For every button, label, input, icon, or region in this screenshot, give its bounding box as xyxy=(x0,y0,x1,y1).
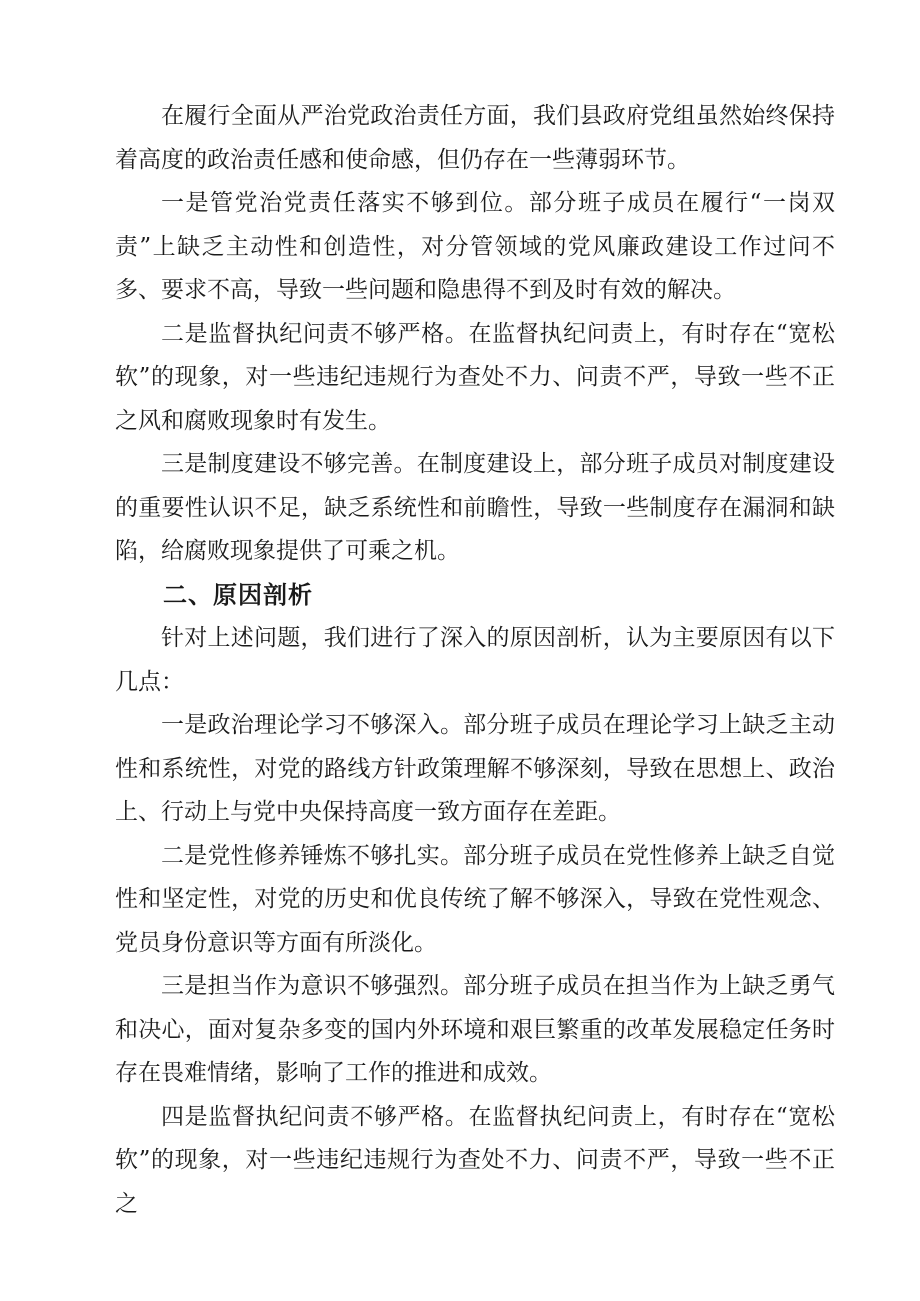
document-body xyxy=(115,95,835,1226)
cause-paragraph-4: 四是监督执纪问责不够严格。在监督执纪问责上，有时存在“宽松软”的现象，对一些违纪违规行为查处不力、问责不严，导致一些不正之 xyxy=(115,1103,835,1217)
cause-paragraph-3: 三是担当作为意识不够强烈。部分班子成员在担当作为上缺乏勇气和决心，面对复杂多变的国内外环境和艰巨繁重的改革发展稳定任务时存在畏难情绪，影响了工作的推进和成效。 xyxy=(115,973,835,1086)
analysis-intro-paragraph: 针对上述问题，我们进行了深入的原因剖析，认为主要原因有以下几点： xyxy=(115,625,835,695)
issue-paragraph-1: 一是管党治党责任落实不够到位。部分班子成员在履行“一岗双责”上缺乏主动性和创造性，对分管领域的党风廉政建设工作过问不多、要求不高，导致一些问题和隐患得不到及时有效的解决。 xyxy=(115,190,835,303)
issue-paragraph-3: 三是制度建设不够完善。在制度建设上，部分班子成员对制度建设的重要性认识不足，缺乏系统性和前瞻性，导致一些制度存在漏洞和缺陷，给腐败现象提供了可乘之机。 xyxy=(115,451,835,564)
intro-paragraph: 在履行全面从严治党政治责任方面，我们县政府党组虽然始终保持着高度的政治责任感和使命感，但仍存在一些薄弱环节。 xyxy=(115,103,835,173)
issue-paragraph-2: 二是监督执纪问责不够严格。在监督执纪问责上，有时存在“宽松软”的现象，对一些违纪违规行为查处不力、问责不严，导致一些不正之风和腐败现象时有发生。 xyxy=(115,320,835,434)
cause-paragraph-1: 一是政治理论学习不够深入。部分班子成员在理论学习上缺乏主动性和系统性，对党的路线方针政策理解不够深刻，导致在思想上、政治上、行动上与党中央保持高度一致方面存在差距。 xyxy=(115,712,835,825)
section-heading-cause-analysis: 二、原因剖析 xyxy=(163,580,313,609)
cause-paragraph-2: 二是党性修养锤炼不够扎实。部分班子成员在党性修养上缺乏自觉性和坚定性，对党的历史和优良传统了解不够深入，导致在党性观念、党员身份意识等方面有所淡化。 xyxy=(115,842,835,956)
